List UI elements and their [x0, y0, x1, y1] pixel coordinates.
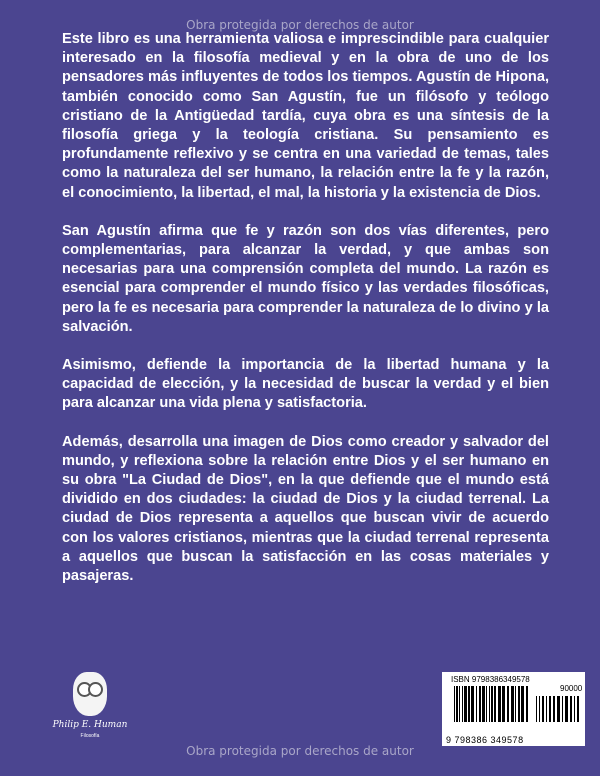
paragraph: Además, desarrolla una imagen de Dios como creador y salvador del mundo, y reflexiona sobre la relación entre Dios y el ser humano en su obra "La Ciudad de Dios", en la que defiende que el mundo está dividido en dos ciudades: la ciudad de Dios y la ciudad terrenal. La ciudad de Dios representa a aquellos que buscan vivir de acuerdo con los valores cristianos, mientras que la ciudad terrenal representa a aquellos que buscan la satisfacción en las cosas materiales y pasajeras. — [62, 433, 549, 585]
owl-icon — [73, 672, 107, 716]
barcode-bar — [511, 686, 514, 722]
watermark-top: Obra protegida por derechos de autor — [186, 18, 414, 32]
barcode-bar — [479, 686, 481, 722]
paragraph: Este libro es una herramienta valiosa e imprescindible para cualquier interesado en la filosofía medieval y en la obra de uno de los pensadores más influyentes de todos los tiempos. Agustín de Hipona, también conocido como San Agustín, fue un filósofo y teólogo cristiano de la Antigüedad tardía, cuya obra es una síntesis de la filosofía griega y la teología cristiana. Su pensamiento es profundamente reflexivo y se centra en una variedad de temas, tales como la naturaleza del ser humano, la relación entre la fe y la razón, el conocimiento, la libertad, el mal, la historia y la existencia de Dios. — [62, 31, 549, 201]
barcode-bar — [459, 686, 460, 722]
barcode-bar — [491, 686, 493, 722]
barcode-bar — [542, 696, 544, 722]
barcode-bar — [565, 696, 568, 722]
barcode-bar — [539, 696, 540, 722]
barcode-bar — [464, 686, 467, 722]
price-addon: 90000 — [560, 684, 583, 693]
barcode-bar — [515, 686, 516, 722]
barcode-bar — [570, 696, 572, 722]
paragraph: San Agustín afirma que fe y razón son dos vías diferentes, pero complementarias, para alcanzar la verdad, y que ambas son necesarias para una comprensión completa del mundo. La razón es esencial para comprender el mundo físico y las verdades filosóficas, pero la fe es necesaria para comprender la naturaleza de lo divino y la salvación. — [62, 222, 549, 335]
barcode-bar — [468, 686, 470, 722]
watermark-bottom: Obra protegida por derechos de autor — [186, 744, 414, 758]
blurb — [62, 30, 549, 605]
barcode-digits: 9 798386 349578 — [446, 735, 524, 745]
barcode-bar — [476, 686, 477, 722]
barcode-bar — [518, 686, 520, 722]
barcode-bar — [574, 696, 575, 722]
barcode-bar — [456, 686, 458, 722]
barcode-bar — [486, 686, 487, 722]
barcode-bar — [482, 686, 485, 722]
barcode-bar — [526, 686, 528, 722]
barcode-bar — [553, 696, 555, 722]
barcode-bars — [454, 686, 582, 734]
isbn-label: ISBN 9798386349578 — [451, 675, 530, 684]
paragraph: Asimismo, defiende la importancia de la libertad humana y la capacidad de elección, y la necesidad de buscar la verdad y el bien para alcanzar una vida plena y satisfactoria. — [62, 357, 549, 412]
barcode-bar — [462, 686, 463, 722]
barcode-bar — [471, 686, 474, 722]
barcode-bar — [557, 696, 560, 722]
barcode-bar — [546, 696, 547, 722]
barcode-bar — [489, 686, 490, 722]
barcode-bar — [454, 686, 455, 722]
barcode-bar — [577, 696, 579, 722]
barcode-bar — [521, 686, 524, 722]
publisher-logo — [50, 672, 130, 739]
barcode-bar — [498, 686, 501, 722]
logo-name: Philip E. Human — [52, 720, 128, 730]
barcode-bar — [494, 686, 496, 722]
barcode-bar — [507, 686, 509, 722]
barcode-bar — [562, 696, 563, 722]
barcode-bar — [549, 696, 551, 722]
logo-subtitle: Filosofía — [80, 733, 100, 739]
barcode-bar — [536, 696, 537, 722]
isbn-barcode — [442, 672, 585, 746]
barcode-bar — [502, 686, 505, 722]
